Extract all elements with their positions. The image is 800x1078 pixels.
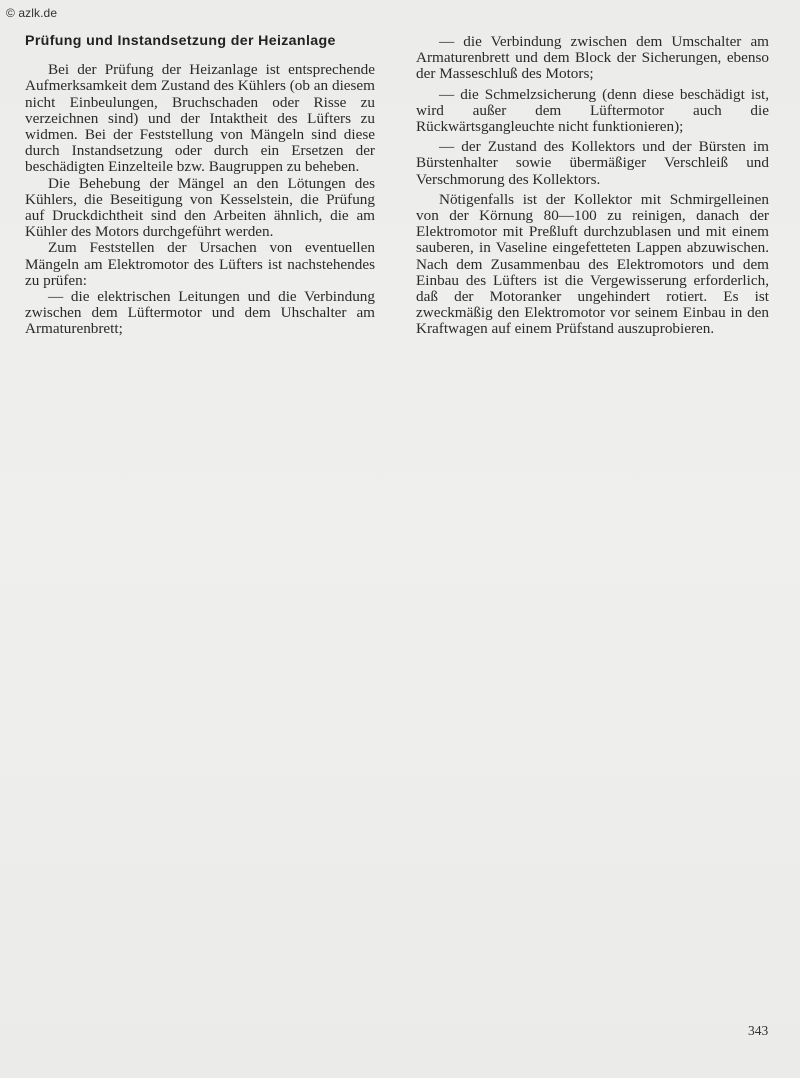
paragraph-causes-intro: Zum Feststellen der Ursachen von eventuellen Mängeln am Elektromotor des Lüfters ist nachstehendes zu prüfen: xyxy=(25,239,375,289)
check-item-connection: — die Verbindung zwischen dem Umschalter am Armaturenbrett und dem Block der Sicherungen, ebenso der Masseschluß des Motors; xyxy=(416,33,769,83)
check-item-wiring: — die elektrischen Leitungen und die Verbindung zwischen dem Lüftermotor und dem Uhschalter am Armaturenbrett; xyxy=(25,288,375,338)
paragraph-cleaning: Nötigenfalls ist der Kollektor mit Schmirgelleinen von der Körnung 80—100 zu reinigen, danach der Elektromotor mit Preßluft durchzublasen und mit einem sauberen, in Vaseline eingefetteten Lappen abzuwischen. Nach dem Zusammenbau des Elektromotors und dem Einbau des Lüfters ist die Vergewisserung erforderlich, daß der Motoranker ungehindert rotiert. Es ist zweckmäßig den Elektromotor vor seinem Einbau in den Kraftwagen auf einem Prüfstand auszuprobieren. xyxy=(416,190,769,338)
check-item-fuse: — die Schmelzsicherung (denn diese beschädigt ist, wird außer dem Lüftermotor auch die Rückwärtsgangleuchte nicht funktionieren); xyxy=(416,85,769,136)
right-text-column xyxy=(416,34,769,338)
paragraph-repair: Die Behebung der Mängel an den Lötungen des Kühlers, die Beseitigung von Kesselstein, die Prüfung auf Druckdichtheit sind den Arbeiten ähnlich, die am Kühler des Motors durchgeführt werden. xyxy=(25,174,375,241)
check-item-commutator: — der Zustand des Kollektors und der Bürsten im Bürstenhalter sowie übermäßiger Verschleiß und Verschmorung des Kollektors. xyxy=(416,138,769,188)
page-number: 343 xyxy=(748,1023,769,1038)
left-text-column xyxy=(25,33,375,338)
paragraph-inspection: Bei der Prüfung der Heizanlage ist entsprechende Aufmerksamkeit dem Zustand des Kühlers (ob an diesem nicht Einbeulungen, Bruchschaden oder Risse zu verzeichnen sind) und der Intaktheit des Lüfters zu widmen. Bei der Feststellung von Mängeln sind diese durch Instandsetzung oder durch ein Ersetzen der beschädigten Einzelteile bzw. Baugruppen zu beheben. xyxy=(25,61,375,176)
section-heading: Prüfung und Instandsetzung der Heizanlage xyxy=(25,33,336,49)
copyright-watermark: © azlk.de xyxy=(6,6,58,20)
